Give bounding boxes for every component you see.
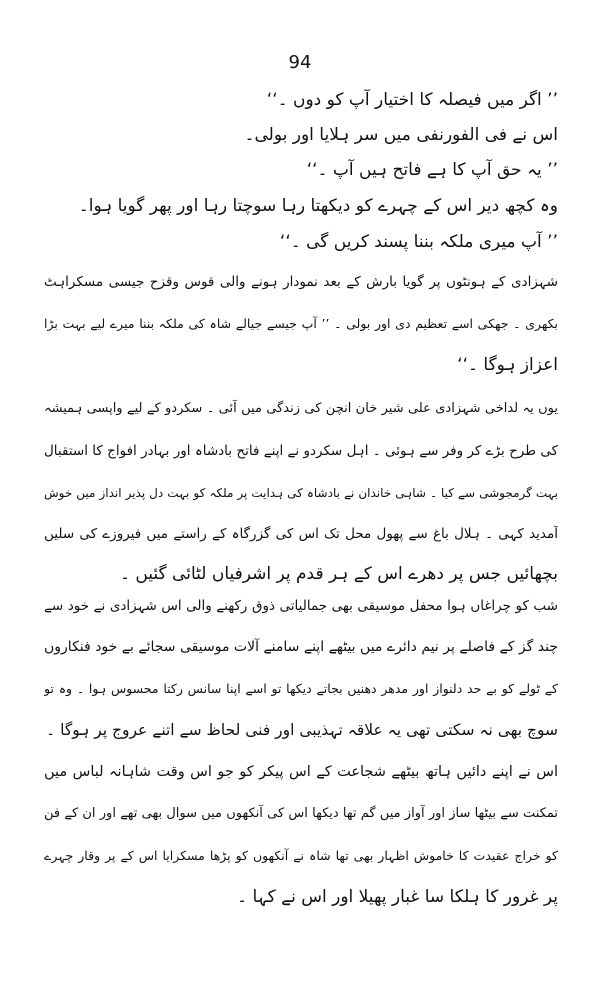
- text-line-11: بہت گرمجوشی سے کیا ۔ شاہی خاندان نے بادشاہ کی ہدایت پر ملکہ کو بہت دل پذیر انداز میں خوش: [44, 486, 558, 500]
- text-line-4: وہ کچھ دیر اس کے چہرے کو دیکھتا رہا سوچتا رہا اور پھر گویا ہوا۔: [78, 196, 558, 216]
- text-line-5: ’’ آپ میری ملکہ بننا پسند کریں گی ۔‘‘: [279, 232, 558, 252]
- text-line-18: اس نے اپنے دائیں ہاتھ بیٹھے شجاعت کے اس پیکر کو جو اس وقت شاہانہ لباس میں: [44, 764, 558, 780]
- text-line-10: کی طرح بڑے کر وفر سے ہوئی ۔ اہل سکردو نے اپنے فاتح بادشاہ اور بہادر افواج کا استقبال: [44, 443, 558, 459]
- text-line-13: بچھائیں جس پر دھرے اس کے ہر قدم پر اشرفیاں لٹائی گئیں ۔: [119, 564, 558, 584]
- text-line-14: شب کو چراغاں ہوا محفل موسیقی بھی جمالیاتی ذوق رکھنے والی اس شہزادی نے خود سے: [44, 598, 558, 614]
- text-line-20: کو خراج عقیدت کا خاموش اظہار بھی تھا شاہ نے آنکھوں کو پڑھا مسکرایا اس کے پر وقار چہرے: [44, 848, 558, 863]
- text-line-19: تمکنت سے بیٹھا ساز اور آواز میں گم تھا دیکھا اس کی آنکھوں میں سوال بھی تھے اور ان کے فن: [44, 806, 558, 821]
- text-line-15: چند گز کے فاصلے پر نیم دائرے میں بیٹھے اپنے سامنے آلات موسیقی سجائے بے خود فنکاروں: [44, 639, 558, 655]
- text-line-12: آمدید کہی ۔ ہلال باغ سے پھول محل تک اس کی گزرگاہ کے راستے میں فیروزے کی سلیں: [44, 526, 558, 542]
- text-line-9: یوں یہ لداخی شہزادی علی شیر خان انچن کی زندگی میں آئی ۔ سکردو کے لیے واپسی ہمیشہ: [44, 401, 558, 416]
- text-line-16: کے ٹولے کو بے حد دلنواز اور مدھر دھنیں بجاتے دیکھا تو اسے اپنا سانس رکتا محسوس ہوا ۔ وہ تو: [44, 681, 558, 696]
- text-line-6: شہزادی کے ہونٹوں پر گویا بارش کے بعد نمودار ہونے والی قوس وقزح جیسی مسکراہٹ: [44, 274, 558, 290]
- text-line-1: ’’ اگر میں فیصلہ کا اختیار آپ کو دوں ۔‘‘: [266, 90, 558, 110]
- page-number: 94: [288, 52, 312, 73]
- text-line-3: ’’ یہ حق آپ کا ہے فاتح ہیں آپ ۔‘‘: [306, 160, 558, 180]
- text-line-21: پر غرور کا ہلکا سا غبار پھیلا اور اس نے کہا ۔: [237, 887, 558, 907]
- text-line-17: سوچ بھی نہ سکتی تھی یہ علاقہ تہذیبی اور فنی لحاظ سے اتنے عروج پر ہوگا ۔: [46, 721, 558, 739]
- text-line-8: اعزاز ہوگا ۔‘‘: [457, 355, 558, 375]
- text-line-2: اس نے فی الفورنفی میں سر ہلایا اور بولی۔: [244, 125, 558, 145]
- text-line-7: بکھری ۔ جھکی اسے تعظیم دی اور بولی ۔ ’’ آپ جیسے جیالے شاہ کی ملکہ بننا میرے لیے بہت بڑا: [44, 316, 558, 331]
